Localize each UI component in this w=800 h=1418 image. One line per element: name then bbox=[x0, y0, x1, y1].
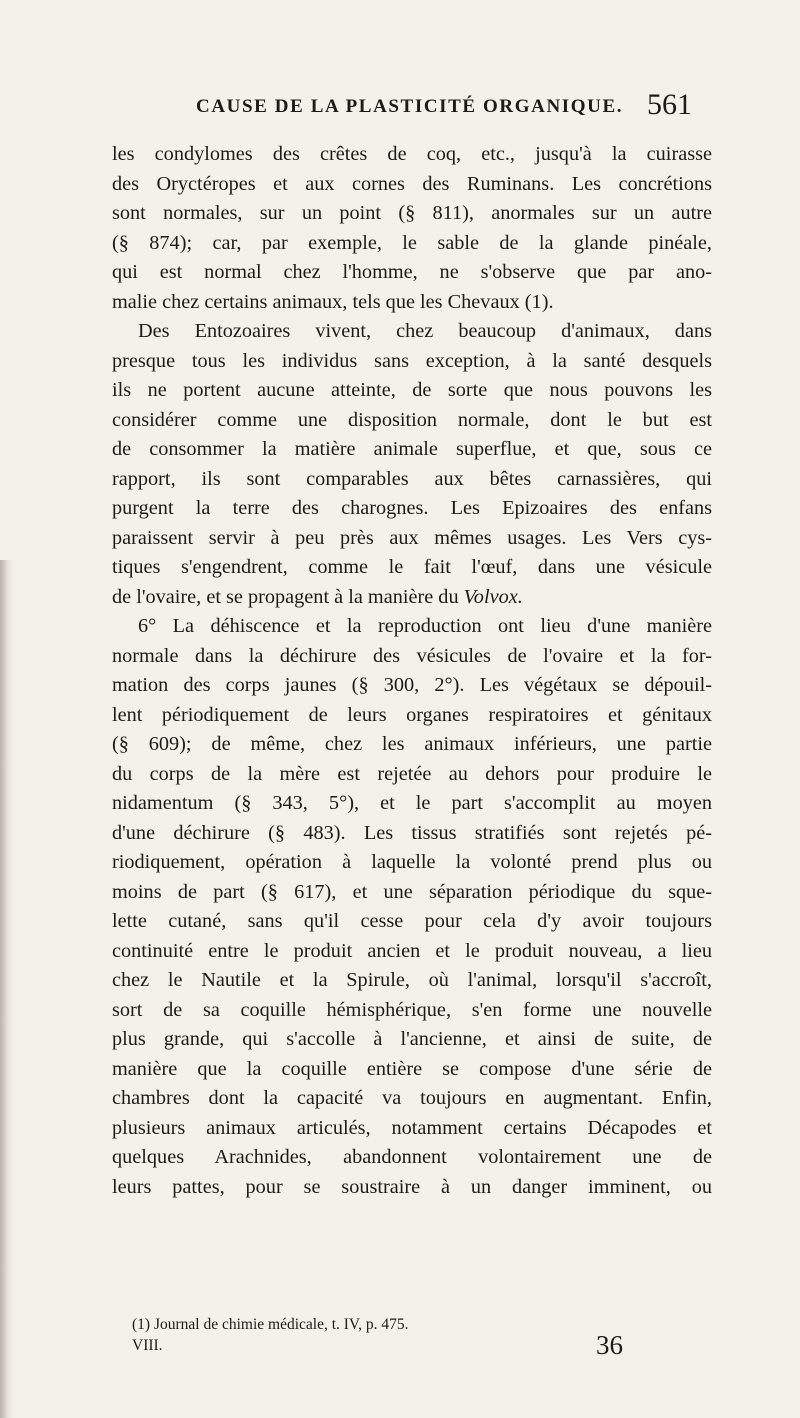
text-line: presque tous les individus sans exception, à la santé desquels bbox=[112, 349, 712, 372]
signature-number: 36 bbox=[596, 1330, 623, 1360]
italic-word: Volvox. bbox=[463, 585, 523, 608]
text-line: moins de part (§ 617), et une séparation périodique du sque- bbox=[112, 880, 712, 903]
text-line: 6° La déhiscence et la reproduction ont lieu d'une manière bbox=[138, 615, 712, 637]
text-line: rapport, ils sont comparables aux bêtes carnassières, qui bbox=[112, 467, 712, 490]
text-line: riodiquement, opération à laquelle la volonté prend plus ou bbox=[112, 851, 712, 873]
text-line: sont normales, sur un point (§ 811), anormales sur un autre bbox=[112, 202, 712, 224]
text-line: paraissent servir à peu près aux mêmes usages. Les Vers cys- bbox=[112, 526, 712, 549]
text-line: continuité entre le produit ancien et le produit nouveau, a lieu bbox=[112, 939, 712, 962]
text-line: sort de sa coquille hémisphérique, s'en forme une nouvelle bbox=[112, 998, 712, 1021]
text-line: (§ 609); de même, chez les animaux inférieurs, une partie bbox=[112, 733, 712, 755]
page-header bbox=[196, 88, 692, 128]
text-line: plusieurs animaux articulés, notamment certains Décapodes et bbox=[112, 1116, 712, 1139]
text-line-start: de l'ovaire, et se propagent à la manière du bbox=[112, 585, 464, 608]
text-line: lette cutané, sans qu'il cesse pour cela d'y avoir toujours bbox=[112, 910, 712, 932]
text-line: des Oryctéropes et aux cornes des Ruminans. Les concrétions bbox=[112, 172, 712, 195]
signature-mark: VIII. bbox=[132, 1337, 163, 1354]
text-line: quelques Arachnides, abandonnent volontairement une de bbox=[112, 1146, 712, 1168]
text-line: du corps de la mère est rejetée au dehors pour produire le bbox=[112, 762, 712, 785]
text-line: chambres dont la capacité va toujours en augmentant. Enfin, bbox=[112, 1087, 712, 1109]
text-line: considérer comme une disposition normale, dont le but est bbox=[112, 408, 712, 431]
text-line: leurs pattes, pour se soustraire à un danger imminent, ou bbox=[112, 1175, 712, 1198]
text-line: mation des corps jaunes (§ 300, 2°). Les végétaux se dépouil- bbox=[112, 674, 712, 696]
running-title: CAUSE DE LA PLASTICITÉ ORGANIQUE. bbox=[196, 96, 624, 117]
text-line bbox=[112, 583, 712, 613]
footnote-text: (1) Journal de chimie médicale, t. IV, p. 475. bbox=[132, 1316, 409, 1333]
footnote bbox=[132, 1312, 712, 1337]
text-line: les condylomes des crêtes de coq, etc., jusqu'à la cuirasse bbox=[112, 143, 712, 165]
text-line: manière que la coquille entière se compose d'une série de bbox=[112, 1057, 712, 1080]
text-line: chez le Nautile et la Spirule, où l'animal, lorsqu'il s'accroît, bbox=[112, 969, 712, 991]
text-line: (§ 874); car, par exemple, le sable de la glande pinéale, bbox=[112, 231, 712, 254]
text-line: Des Entozoaires vivent, chez beaucoup d'animaux, dans bbox=[138, 320, 712, 342]
text-line: qui est normal chez l'homme, ne s'observe que par ano- bbox=[112, 261, 712, 283]
text-line: d'une déchirure (§ 483). Les tissus stratifiés sont rejetés pé- bbox=[112, 821, 712, 844]
page-number: 561 bbox=[647, 88, 692, 121]
page-edge-shadow bbox=[0, 560, 14, 1418]
text-line: plus grande, qui s'accolle à l'ancienne, et ainsi de suite, de bbox=[112, 1028, 712, 1050]
text-line: tiques s'engendrent, comme le fait l'œuf, dans une vésicule bbox=[112, 556, 712, 578]
body-text bbox=[112, 140, 712, 1202]
text-line: normale dans la déchirure des vésicules de l'ovaire et la for- bbox=[112, 644, 712, 667]
text-line: ils ne portent aucune atteinte, de sorte que nous pouvons les bbox=[112, 379, 712, 401]
text-line: nidamentum (§ 343, 5°), et le part s'accomplit au moyen bbox=[112, 792, 712, 814]
text-line: purgent la terre des charognes. Les Epizoaires des enfans bbox=[112, 497, 712, 519]
text-line: lent périodiquement de leurs organes respiratoires et génitaux bbox=[112, 703, 712, 726]
text-line: de consommer la matière animale superflue, et que, sous ce bbox=[112, 438, 712, 460]
text-line: malie chez certains animaux, tels que les Chevaux (1). bbox=[112, 290, 554, 313]
